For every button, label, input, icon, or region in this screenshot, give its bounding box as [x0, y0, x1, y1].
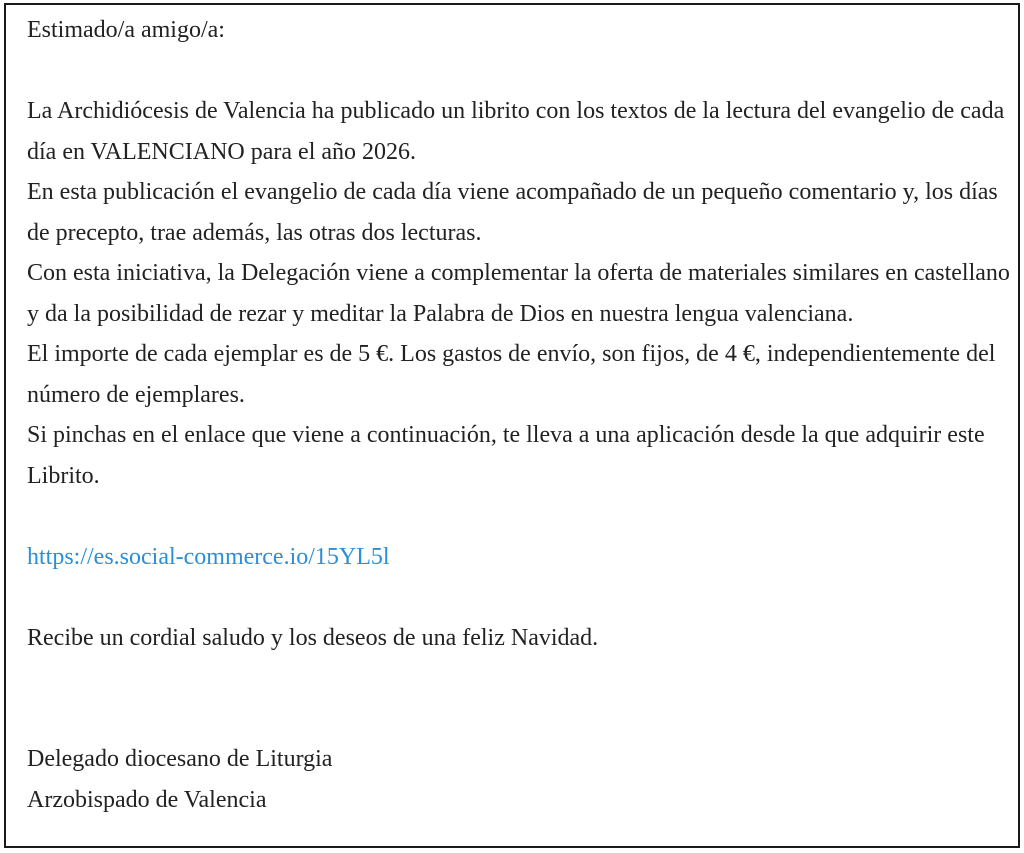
greeting: Estimado/a amigo/a: [27, 17, 225, 43]
closing: Recibe un cordial saludo y los deseos de una feliz Navidad. [27, 624, 599, 651]
paragraph-content: En esta publicación el evangelio de cada día viene acompañado de un pequeño comentario y, los días de precepto, trae además, las otras dos lecturas. [27, 179, 998, 246]
blank-line [27, 496, 1012, 537]
blank-line [27, 699, 1012, 740]
signature-title: Delegado diocesano de Liturgia [27, 746, 333, 772]
paragraph-price: El importe de cada ejemplar es de 5 €. Los gastos de envío, son fijos, de 4 €, independientemente del número de ejemplares. [27, 341, 996, 408]
link-line [27, 537, 1012, 578]
blank-line [27, 51, 1012, 92]
email-body [27, 10, 1012, 820]
purchase-link[interactable]: https://es.social-commerce.io/15YL5l [27, 543, 390, 570]
paragraph-publication: La Archidiócesis de Valencia ha publicado un librito con los textos de la lectura del evangelio de cada día en VALENCIANO para el año 2026. [27, 98, 1005, 165]
paragraph-initiative: Con esta iniciativa, la Delegación viene a complementar la oferta de materiales similares en castellano y da la posibilidad de rezar y meditar la Palabra de Dios en nuestra lengua valenciana. [27, 260, 1010, 327]
signature-organization: Arzobispado de Valencia [27, 786, 267, 813]
blank-line [27, 658, 1012, 699]
email-frame [4, 3, 1020, 848]
paragraph-link-intro: Si pinchas en el enlace que viene a continuación, te lleva a una aplicación desde la que adquirir este Librito. [27, 422, 985, 489]
blank-line [27, 577, 1012, 618]
